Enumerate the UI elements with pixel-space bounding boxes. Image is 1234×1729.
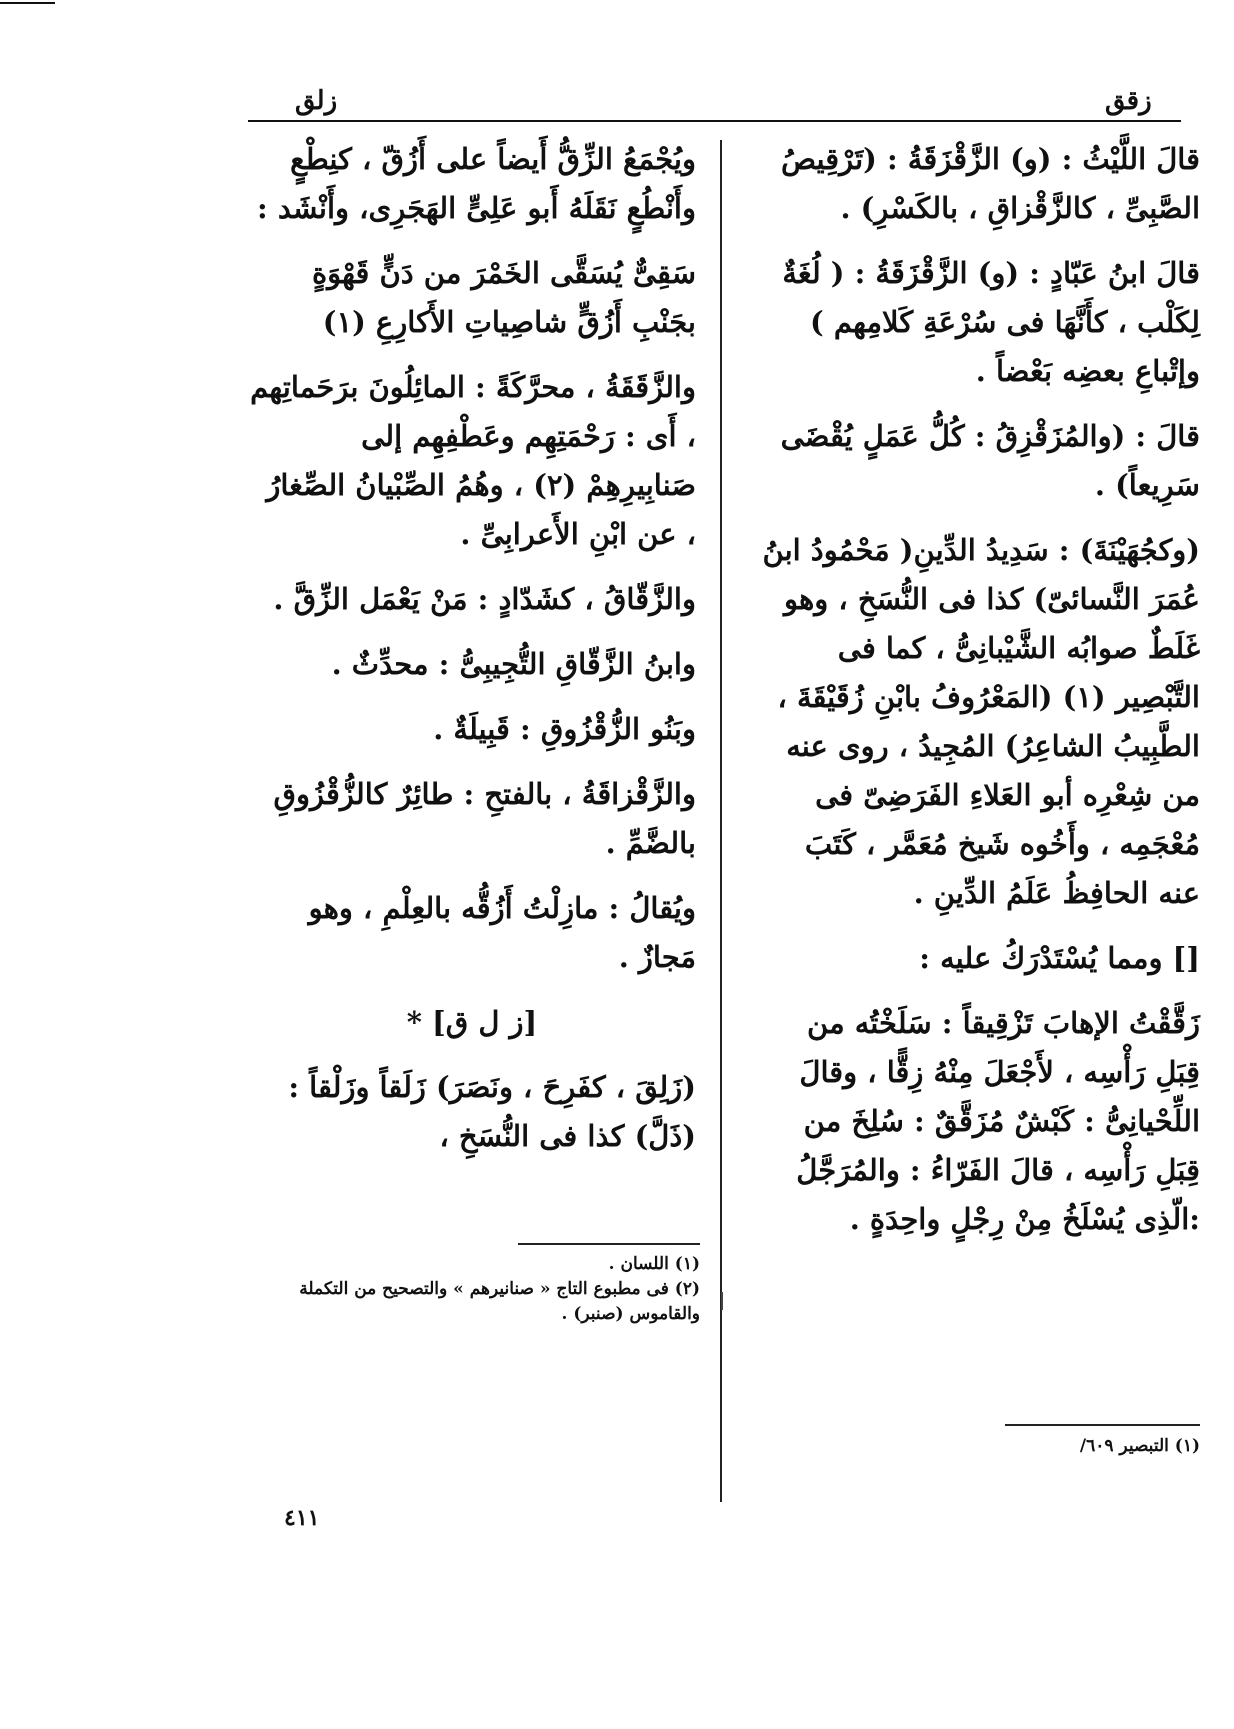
top-edge-rule bbox=[0, 2, 55, 4]
entry-text: (زَلِقَ ، كفَرِحَ ، ونَصَرَ) زَلَقاً وزَلْقاً : (ذَلَّ) كذا فى النُّسَخِ ، bbox=[288, 1070, 696, 1153]
right-paragraph: قالَ : (والمُزَقْزِقُ : كُلُّ عَمَلٍ يُقْضَى سَرِيعاً) . bbox=[780, 419, 1200, 502]
running-head-left: زلق bbox=[295, 86, 338, 116]
right-paragraph: [] ومما يُسْتَدْرَكُ عليه : bbox=[919, 941, 1200, 975]
left-column bbox=[248, 135, 696, 1177]
left-paragraph: ويُجْمَعُ الزِّقُّ أَيضاً على أَزُقّ ، كنِطْعٍ وأَنْطُعٍ نَقَلَهُ أَبو عَلِىٍّ الهَجَرِى، وأَنْشَد : bbox=[257, 142, 696, 225]
verse-line: بجَنْبِ أَزُقٍّ شاصِياتِ الأَكارِعِ (١) bbox=[322, 305, 696, 339]
left-paragraph: وابنُ الزَّقّاقِ التُّجِيبِىُّ : محدِّثٌ . bbox=[331, 647, 696, 681]
header-rule bbox=[248, 120, 1181, 122]
right-column bbox=[760, 135, 1200, 1260]
left-paragraph: ويُقالُ : مازِلْتُ أَزُقُّه بالعِلْمِ ، وهو مَجازٌ . bbox=[308, 891, 696, 974]
margin-mark bbox=[721, 1292, 723, 1310]
right-footnote-rule bbox=[1005, 1424, 1200, 1426]
right-paragraph: (وكجُهَيْنَةَ) : سَدِيدُ الدِّينِ( مَحْمُودُ ابنُ عُمَرَ النَّسائىّ) كذا فى النُّسَخِ ، وهو غَلَطٌ صوابُه الشَّيْبانِىُّ ، كما فى التَّبْصِير (١) (المَعْرُوفُ بابْنِ زُقَيْقَةَ ، الطَّبِيبُ الشاعِرُ) المُجِيدُ ، روى عنه من شِعْرِه أبو العَلاءِ الفَرَضِىّ فى مُعْجَمِه ، وأَخُوه شَيخ مُعَمَّر ، كَتَبَ عنه الحافِظُ عَلَمُ الدِّينِ . bbox=[762, 533, 1200, 910]
left-paragraph: والزَّقْزاقَةُ ، بالفتحِ : طائِرٌ كالزُّقْزُوقِ بالضَّمِّ . bbox=[273, 777, 696, 860]
verse-line: سَقِىٌّ يُسَقَّى الخَمْرَ من دَنٍّ قَهْوَةٍ bbox=[311, 256, 696, 290]
right-paragraph: قالَ ابنُ عَبّادٍ : (و) الزَّقْزَقَةُ : ( لُغَةٌ لِكَلْب ، كأَنَّهَا فى سُرْعَةِ كَلامِهم ) وإتْباعِ بعضِه بَعْضاً . bbox=[782, 256, 1200, 388]
footnote: (٢) فى مطبوع التاج « صنانيرهم » والتصحيح من التكملة والقاموس (صنبر) . bbox=[299, 1279, 700, 1324]
footnote: (١) التبصير ٦٠٩/ bbox=[1079, 1436, 1200, 1456]
right-paragraph: زَقَّقْتُ الإهابَ تَزْقِيقاً : سَلَخْتُه من قِبَلِ رَأْسِه ، لأَجْعَلَ مِنْهُ زِقًّا ، وقالَ اللِّحْيانِىُّ : كَبْشٌ مُزَقَّقٌ : سُلِخَ من قِبَلِ رَأْسِه ، قالَ الفَرّاءُ : والمُرَجَّلُ :الّذِى يُسْلَخُ مِنْ رِجْلٍ واحِدَةٍ . bbox=[796, 1006, 1200, 1236]
right-paragraph: قالَ اللَّيْثُ : (و) الزَّقْزَقَةُ : (تَرْقِيصُ الصَّبِىِّ ، كالزَّقْزاقِ ، بالكَسْرِ) . bbox=[780, 142, 1200, 225]
left-paragraph: والزَّقّاقُ ، كشَدّادٍ : مَنْ يَعْمَل الزِّقَّ . bbox=[273, 582, 696, 616]
left-paragraph: وبَنُو الزُّقْزُوقِ : قَبِيلَةٌ . bbox=[433, 712, 696, 746]
left-footnote-rule bbox=[518, 1243, 700, 1245]
right-footnote bbox=[760, 1434, 1200, 1459]
left-footnotes bbox=[260, 1252, 700, 1327]
entry-heading: [ز ل ق] * bbox=[406, 1005, 538, 1039]
footnote: (١) اللسان . bbox=[608, 1254, 700, 1274]
running-head-right: زقق bbox=[1105, 86, 1152, 116]
left-paragraph: والزَّقَقَةُ ، محرَّكَةً : المائِلُونَ برَحَماتِهم ، أَى : رَحْمَتِهِم وعَطْفِهِم إلى صَنابِيرِهِمْ (٢) ، وهُمُ الصِّبْيانُ الصِّغارُ ، عن ابْنِ الأَعرابِىِّ . bbox=[250, 370, 696, 551]
page-number: ٤١١ bbox=[284, 1505, 320, 1531]
